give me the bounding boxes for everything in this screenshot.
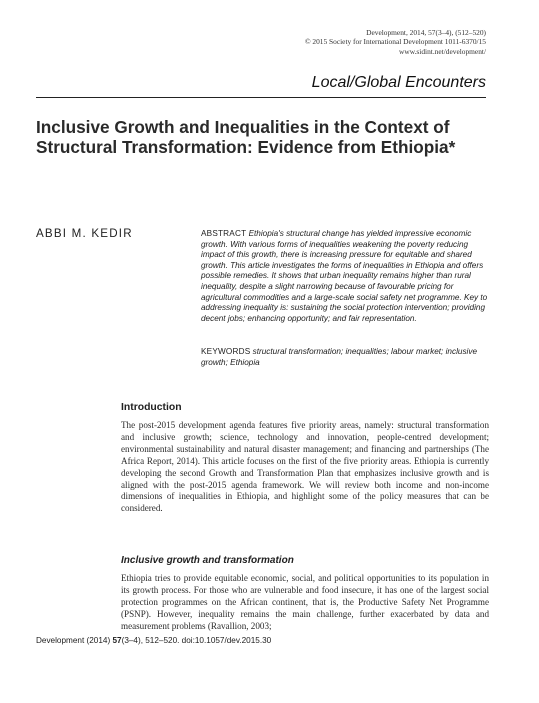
keywords-label: KEYWORDS — [201, 347, 251, 356]
inclusive-growth-paragraph: Ethiopia tries to provide equitable economic, social, and political opportunities to its population in its growth process. For those who are vulnerable and food insecure, it has one of the largest social protection programmes on the African continent, that is, the Productive Safety Net Programme (PSNP). However, inequality remains the main challenge, further exacerbated by data and measurement problems (Ravallion, 2003; — [121, 573, 489, 631]
footer-journal: Development — [36, 636, 85, 645]
citation-line-3: www.sidint.net/development/ — [399, 46, 486, 56]
abstract-label: ABSTRACT — [201, 229, 247, 238]
footer-issue-pages: (3–4), 512–520. doi:10.1057/dev.2015.30 — [121, 636, 272, 645]
citation-line-2: © 2015 Society for International Development 1011-6370/15 — [304, 37, 486, 47]
footer-volume: 57 — [112, 636, 122, 645]
abstract — [201, 229, 489, 324]
citation-line-1: Development, 2014, 57(3–4), (512–520) — [366, 28, 486, 37]
header-rule — [36, 97, 486, 98]
author-name: ABBI M. KEDIR — [36, 227, 133, 240]
inclusive-growth-heading: Inclusive growth and transformation — [121, 555, 294, 566]
keywords — [201, 347, 489, 368]
article-title: Inclusive Growth and Inequalities in the Context of Structural Transformation: Evidence from Ethiopia* — [36, 117, 456, 157]
abstract-text: Ethiopia's structural change has yielded impressive economic growth. With various forms of inequalities weakening the poverty reducing impact of this growth, there is increasing pressure for equitable and shared growth. This article investigates the forms of inequalities in Ethiopia and offers possible remedies. It shows that urban inequality remains higher than rural inequality, despite a slight narrowing because of favourable pricing for agricultural commodities and a large-scale social safety net programme. Key to addressing inequality is: sustaining the social protection intervention; providing decent jobs; enhancing opportunity; and fair representation. — [201, 229, 488, 323]
citation-header — [186, 28, 486, 56]
introduction-paragraph: The post-2015 development agenda features five priority areas, namely: structural transformation and inclusive growth; science, technology and innovation, people-centred development; environmental sustainability and natural disaster management; and financing and partnerships (The Africa Report, 2014). This article focuses on the first of the five priority areas. Ethiopia is currently developing the second Growth and Transformation Plan that emphasizes inclusive growth and is aligned with the post-2015 agenda framework. We will review both income and non-income dimensions of inequalities in Ethiopia, and highlight some of the policy measures that can be considered. — [121, 420, 489, 514]
footer-citation — [36, 636, 271, 645]
section-title: Local/Global Encounters — [311, 74, 486, 91]
footer-year: (2014) — [86, 636, 111, 645]
introduction-heading: Introduction — [121, 402, 182, 413]
keywords-text: structural transformation; inequalities; labour market; inclusive growth; Ethiopia — [201, 347, 478, 367]
